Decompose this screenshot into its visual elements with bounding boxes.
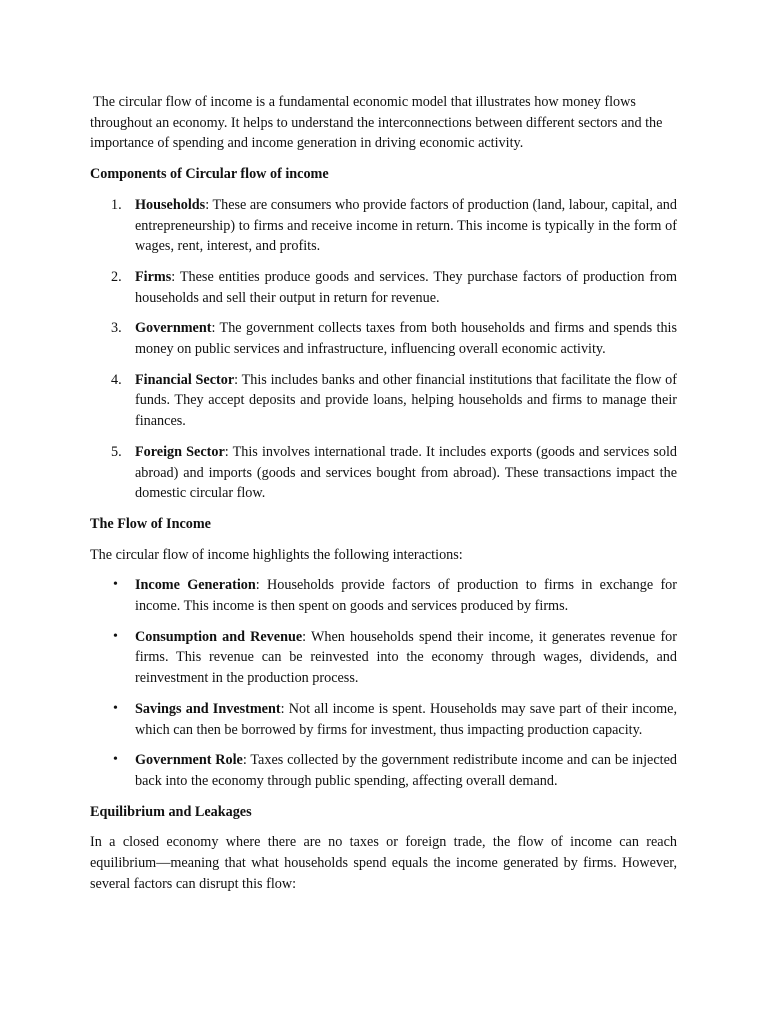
- list-item: [90, 370, 677, 432]
- item-term: Government: [135, 320, 212, 337]
- list-number: 4.: [111, 371, 122, 388]
- equilibrium-paragraph: In a closed economy where there are no taxes or foreign trade, the flow of income can reach equilibrium—meaning that what households spend equals the income generated by firms. However, several factors can disrupt this flow:: [90, 834, 677, 892]
- item-text: : These are consumers who provide factors of production (land, labour, capital, and entrepreneurship) to firms and receive income in return. This income is typically in the form of wages, rent, interest, and profits.: [135, 196, 677, 255]
- list-number: 1.: [111, 196, 122, 213]
- item-text: : This involves international trade. It includes exports (goods and services sold abroad) and imports (goods and services bought from abroad). These transactions impact the domestic circular flow.: [135, 443, 678, 502]
- list-number: 3.: [111, 320, 122, 337]
- item-text: : Taxes collected by the government redistribute income and can be injected back into the economy through public spending, affecting overall demand.: [135, 752, 677, 789]
- bullet-icon: •: [113, 628, 118, 644]
- item-term: Financial Sector: [135, 371, 235, 388]
- list-item: [90, 627, 677, 689]
- list-item: [90, 575, 677, 616]
- equilibrium-heading: Equilibrium and Leakages: [90, 803, 252, 820]
- components-list: [90, 195, 677, 504]
- item-term: Households: [135, 196, 206, 213]
- intro-paragraph: The circular flow of income is a fundamental economic model that illustrates how money flows throughout an economy. It helps to understand the interconnections between different sectors and the importance of spending and income generation in driving economic activity.: [90, 94, 663, 152]
- item-term: Firms: [135, 268, 172, 285]
- components-heading: Components of Circular flow of income: [90, 166, 329, 183]
- item-term: Foreign Sector: [135, 443, 225, 460]
- flow-lead-paragraph: The circular flow of income highlights the following interactions:: [90, 546, 463, 563]
- bullet-icon: •: [113, 700, 118, 716]
- item-text: : This includes banks and other financial institutions that facilitate the flow of funds. They accept deposits and provide loans, helping households and firms to manage their finances.: [135, 371, 677, 430]
- bullet-icon: •: [113, 577, 118, 593]
- list-item: [90, 442, 677, 504]
- item-term: Savings and Investment: [135, 700, 281, 717]
- list-number: 5.: [111, 443, 122, 460]
- flow-list: [90, 575, 677, 791]
- flow-heading: The Flow of Income: [90, 515, 211, 532]
- list-item: [90, 318, 677, 359]
- item-term: Government Role: [135, 752, 243, 769]
- list-number: 2.: [111, 268, 122, 285]
- list-item: [90, 195, 677, 257]
- list-item: [90, 699, 677, 740]
- list-item: [90, 267, 677, 308]
- item-term: Consumption and Revenue: [135, 628, 303, 645]
- item-text: : When households spend their income, it generates revenue for firms. This revenue can be reinvested into the economy through wages, dividends, and reinvestment in the production process.: [135, 628, 678, 687]
- document-body: [90, 92, 677, 905]
- bullet-icon: •: [113, 752, 118, 768]
- item-text: : Not all income is spent. Households may save part of their income, which can then be borrowed by firms for investment, thus impacting production capacity.: [135, 700, 677, 738]
- item-text: : These entities produce goods and services. They purchase factors of production from households and sell their output in return for revenue.: [135, 268, 677, 306]
- item-text: : Households provide factors of production to firms in exchange for income. This income is then spent on goods and services produced by firms.: [135, 577, 677, 615]
- list-item: [90, 750, 677, 791]
- item-term: Income Generation: [135, 577, 256, 594]
- item-text: : The government collects taxes from both households and firms and spends this money on public services and infrastructure, influencing overall economic activity.: [135, 320, 677, 358]
